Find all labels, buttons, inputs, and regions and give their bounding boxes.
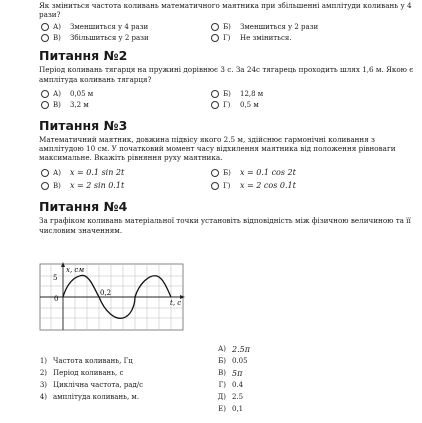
question-4-text: За графіком коливань матеріальної точки установіть відповідність між фізичною величиною та її числовим значенням.	[39, 216, 411, 235]
item-number: 3)	[39, 381, 47, 389]
item-letter: В)	[218, 369, 226, 377]
option-v[interactable]	[41, 34, 211, 42]
list-item	[36, 381, 143, 393]
option-a[interactable]	[41, 90, 211, 98]
option-letter: Б)	[223, 168, 231, 177]
item-text: Період коливань, с	[53, 369, 124, 377]
list-item	[36, 369, 143, 381]
graph-xlabel: t, с	[170, 299, 182, 307]
radio-button[interactable]	[41, 90, 49, 98]
option-letter: В)	[53, 100, 61, 109]
option-formula: x = 0.1 sin 2t	[70, 168, 125, 178]
option-text: Зменшиться у 2 рази	[240, 23, 319, 32]
question-3-options	[0, 168, 422, 190]
option-b[interactable]	[211, 168, 381, 177]
graph-ylabel: x, см	[66, 266, 85, 274]
list-item	[213, 381, 250, 393]
radio-button[interactable]	[41, 23, 49, 31]
option-letter: Г)	[223, 100, 231, 109]
question-2-title: Питання №2	[39, 48, 128, 64]
question-2-options	[0, 90, 422, 109]
graph-y-tick: 5	[53, 274, 58, 282]
item-text: Частота коливань, Гц	[53, 357, 133, 365]
matching-right-column	[213, 345, 250, 417]
matching-left-column	[36, 357, 143, 405]
list-item	[213, 393, 250, 405]
option-letter: Б)	[223, 23, 231, 32]
option-g[interactable]	[211, 101, 381, 109]
option-text: 0,5 м	[240, 100, 259, 109]
option-letter: В)	[53, 34, 61, 43]
item-letter: Е)	[218, 405, 226, 413]
item-value: 5π	[232, 369, 243, 378]
option-letter: А)	[53, 89, 62, 98]
item-number: 2)	[39, 369, 47, 377]
graph-x-tick: 0,2	[100, 289, 112, 297]
option-letter: Г)	[223, 181, 231, 190]
item-text: амплітуда коливань, м.	[53, 393, 140, 401]
list-item	[213, 405, 250, 417]
radio-button[interactable]	[41, 101, 49, 109]
option-b[interactable]	[211, 90, 381, 98]
radio-button[interactable]	[41, 169, 49, 177]
item-number: 4)	[39, 393, 47, 401]
option-letter: А)	[53, 23, 62, 32]
item-value: 0,1	[232, 405, 244, 413]
graph-origin: 0	[54, 295, 59, 303]
radio-button[interactable]	[211, 182, 219, 190]
item-value: 2.5π	[232, 345, 250, 354]
question-1-options	[0, 23, 422, 42]
question-4-title: Питання №4	[39, 199, 128, 215]
option-text: Збільшиться у 2 рази	[70, 34, 149, 43]
list-item	[213, 369, 250, 381]
item-value: 0.4	[232, 381, 244, 389]
option-text: 12,8 м	[240, 89, 264, 98]
option-a[interactable]	[41, 23, 211, 31]
option-letter: Г)	[223, 34, 231, 43]
option-b[interactable]	[211, 23, 381, 31]
option-v[interactable]	[41, 181, 211, 190]
option-letter: А)	[53, 168, 62, 177]
option-letter: Б)	[223, 89, 231, 98]
question-2-text: Період коливань тягарця на пружині дорівнює 3 с. За 24с тягарець проходить шлях 1,6 м. Якою є амплітуда коливань тягарця?	[39, 65, 414, 84]
item-text: Циклічна частота, рад/с	[53, 381, 144, 389]
radio-button[interactable]	[211, 23, 219, 31]
item-letter: Г)	[218, 381, 226, 389]
option-letter: В)	[53, 181, 61, 190]
option-text: 0,05 м	[70, 89, 94, 98]
option-formula: x = 2 cos 0.1t	[240, 181, 296, 191]
radio-button[interactable]	[211, 169, 219, 177]
option-formula: x = 0.1 cos 2t	[240, 168, 296, 178]
option-g[interactable]	[211, 181, 381, 190]
option-text: Зменшиться у 4 рази	[70, 23, 149, 32]
item-letter: Д)	[217, 393, 226, 401]
oscillation-graph	[39, 260, 189, 332]
question-1-text: Як зміниться частота коливань математичного маятника при збільшенні амплітуди коливань у 4 рази?	[39, 1, 412, 20]
option-v[interactable]	[41, 101, 211, 109]
option-text: Не зміниться.	[240, 34, 292, 43]
item-letter: А)	[217, 345, 226, 353]
list-item	[213, 345, 250, 357]
radio-button[interactable]	[41, 182, 49, 190]
radio-button[interactable]	[211, 90, 219, 98]
question-3-text: Математичний маятник, довжина підвісу якого 2.5 м, здійснює гармонічні коливання з амплітудою 10 см. У початковий момент часу відхилення маятника від положення рівноваги максимальне. Вкажіть рівняння руху маятника.	[39, 134, 396, 163]
radio-button[interactable]	[41, 34, 49, 42]
item-value: 0.05	[232, 357, 248, 365]
item-value: 2.5	[232, 393, 244, 401]
radio-button[interactable]	[211, 101, 219, 109]
item-letter: Б)	[218, 357, 226, 365]
list-item	[36, 357, 143, 369]
list-item	[213, 357, 250, 369]
option-g[interactable]	[211, 34, 381, 42]
option-text: 3,2 м	[70, 100, 89, 109]
question-3-title: Питання №3	[39, 117, 128, 133]
radio-button[interactable]	[211, 34, 219, 42]
option-formula: x = 2 sin 0.1t	[70, 181, 125, 191]
list-item	[36, 393, 143, 405]
item-number: 1)	[39, 357, 47, 365]
option-a[interactable]	[41, 168, 211, 177]
